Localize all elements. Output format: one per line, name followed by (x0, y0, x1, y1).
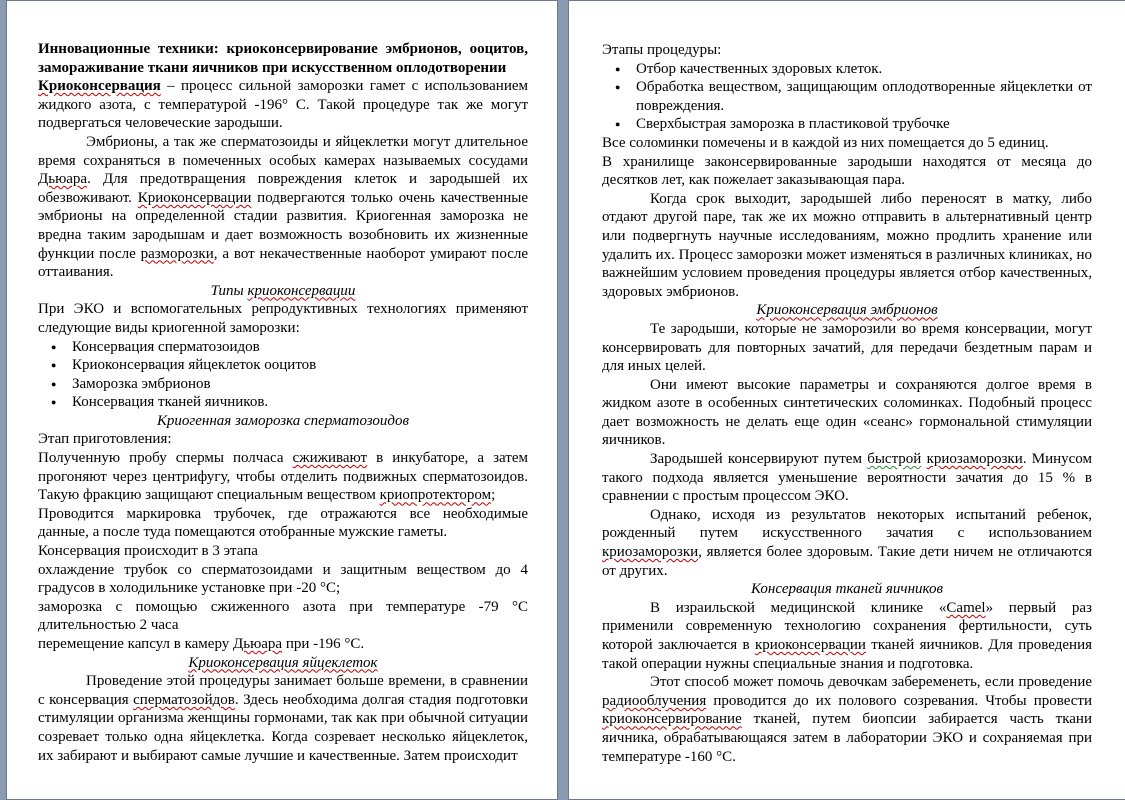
intro-text: – процесс сильной заморозки гамет с использованием жидкого азота, с температурой -196° С. Такой процедуре так же могут подвергаться человеческие зародыши. (38, 78, 528, 132)
p2-text-d: , а вот некачественные наоборот умирают после оттаивания. (38, 245, 528, 281)
heading-ovary: Консервация тканей яичников (751, 581, 943, 598)
embryo-paragraph-3 (602, 450, 1092, 506)
intro-paragraph (38, 77, 528, 133)
embryo-paragraph-4 (602, 506, 1092, 580)
heading-embryo (602, 301, 1092, 320)
types-list (38, 338, 528, 412)
list-item: ● Заморозка эмбрионов (72, 375, 528, 394)
oocyte-c: . Здесь необходима долгая стадия подготовки стимуляции организма женщины гормонами, так как при обычной ситуации созревает только одна яйцеклетка. Когда созревает несколько яйцеклеток, их забирают и выбирают самые лучшие и качественные. Затем происходит (38, 691, 528, 764)
document-title: Инновационные техники: криоконсервирование эмбрионов, ооцитов, замораживание ткани яичников при искусственном оплодотворении (38, 41, 528, 76)
prep-label: Этап приготовления: (38, 431, 172, 448)
ov-1c: » первый раз применили современную технологию сохранения фертильности, суть которой заключается в (602, 599, 1092, 653)
ov-2c: проводится до их полового созревания. Чтобы провести (706, 692, 1092, 709)
prep-paragraph-2: Проводится маркировка трубочек, где отражаются все необходимые данные, а после туда помещаются отобранные мужские гаметы. (38, 505, 528, 541)
heading-types-b: криоконсервации (247, 282, 356, 299)
heading-oocyte (38, 654, 528, 673)
heading-sperm: Криогенная заморозка сперматозоидов (156, 412, 410, 429)
prep-1d: криопротектором (379, 487, 492, 504)
stage-3c: при -196 °С. (282, 636, 365, 652)
steps-list (602, 60, 1092, 134)
ovary-paragraph-2 (602, 673, 1092, 766)
types-intro: При ЭКО и вспомогательных репродуктивных технологиях применяют следующие виды криогенной заморозки: (38, 301, 528, 336)
ov-2b: радиооблучения (602, 692, 707, 709)
prep-1b: сжиживают (292, 450, 368, 467)
ov-1d: криоконсервации (754, 637, 866, 653)
oocyte-a: Проведение этой процедуры занимает больше времени, в сравнении с консервация (38, 673, 528, 708)
emb-3d: криозаморозки (926, 451, 1023, 468)
p2-krio: Криоконсервации (137, 189, 252, 206)
storage-paragraph: В хранилище законсервированные зародыши находятся от месяца до десятков лет, как пожелает заказывающая пара. (602, 153, 1092, 189)
list-item: ● Отбор качественных здоровых клеток. (636, 60, 1092, 79)
emb-3b: быстрой (867, 451, 922, 468)
heading-types-a: Типы (210, 282, 248, 299)
straws-paragraph: Все соломинки помечены и в каждой из них помещается до 5 единиц. (602, 134, 1049, 151)
ov-1b: Camel (946, 599, 986, 616)
paragraph-embryos (38, 133, 528, 282)
list-item: ● Консервация тканей яичников. (72, 393, 528, 412)
emb-3e: . Минусом такого подхода является уменьшение вероятности зачатия до 15 % в сравнении с простым процессом ЭКО. (602, 451, 1092, 505)
page-left-content (38, 40, 528, 765)
oocyte-b: сперматозойдов (133, 691, 235, 708)
prep-1e: ; (491, 487, 496, 504)
list-item: ● Криоконсервация яйцеклеток ооцитов (72, 356, 528, 375)
p2-text-a: Эмбрионы, а так же сперматозоиды и яйцеклетки могут длительное время сохраняться в помеченных особых камерах называемых сосудами (38, 133, 528, 169)
emb-3a: Зародышей консервируют путем (650, 451, 868, 468)
emb-4b: криозаморозки (602, 544, 699, 561)
embryo-paragraph-2: Они имеют высокие параметры и сохраняются долгое время в жидком азоте в особенных синтетических соломинках. Подобный процесс дает возможность не делать еще один «сеанс» гормональной стимуляции яичников. (602, 376, 1092, 449)
list-item: ● Консервация сперматозоидов (72, 338, 528, 357)
stage-1: охлаждение трубок со сперматозоидами и защитным веществом до 4 градусов в холодильнике установке при -20 °С; (38, 561, 528, 597)
heading-embryo-text: Криоконсервация эмбрионов (756, 302, 938, 319)
emb-4a: Однако, исходя из результатов некоторых испытаний ребенок, рожденный путем искусственного зачатия с использованием (602, 506, 1092, 542)
list-item: ● Сверхбыстрая заморозка в пластиковой трубочке (636, 115, 1092, 134)
term-paragraph: Когда срок выходит, зародышей либо переносят в матку, либо отдают другой паре, так же их можно отправить в альтернативный центр или подвергнуть научные исследованиям, можно продлить хранение или удалить их. Процесс заморозки может изменяться в различных клиниках, но важнейшим условием проведения процедуры является отбор качественных, здоровых эмбрионов. (602, 190, 1092, 300)
prep-paragraph-1 (38, 449, 528, 505)
ov-1e: тканей яичников. Для проведения такой операции нужны специальные знания и подготовка. (602, 637, 1092, 672)
prep-1a: Полученную пробу спермы полчаса (38, 450, 293, 467)
prep-1c: в инкубаторе, а затем прогоняют через центрифугу, чтобы отделить подвижных сперматозоидов. Такую фракцию защищают специальным веществом (38, 450, 528, 504)
stage-3 (38, 635, 528, 654)
embryo-paragraph-1: Те зародыши, которые не заморозили во время консервации, могут консервировать для повторных зачатий, для передачи бездетным парам и для иных целей. (602, 320, 1092, 375)
ov-2a: Этот способ может помочь девочкам забеременеть, если проведение (650, 674, 1092, 691)
stage-3b: Дьюара (233, 636, 283, 652)
paragraph-oocyte (38, 672, 528, 765)
document-page-right (568, 0, 1125, 800)
stage-3a: перемещение капсул в камеру (38, 636, 233, 652)
p2-dewar: Дьюара (38, 171, 88, 188)
p2-text-c: подвергаются только очень качественные эмбрионы на определенной стадии развития. Криогенная заморозка не вредна таким зародышам и дает возможность возобновить их жизненные функции после (38, 189, 528, 262)
emb-4c: , является более здоровым. Такие дети ничем не отличаются от других. (602, 544, 1092, 579)
stage-2: заморозка с помощью сжиженного азота при температуре -79 °С длительностью 2 часа (38, 598, 528, 634)
document-page-left (6, 0, 558, 800)
heading-oocyte-text: Криоконсервация яйцеклеток (188, 654, 378, 671)
p2-text-b: . Для предотвращения повреждения клеток и зародышей их обезвоживают. (38, 171, 528, 206)
page-right-content (602, 41, 1092, 766)
ov-2e: тканей, путем биопсии забирается часть ткани яичника, обрабатывающаяся затем в лаборатории ЭКО и сохраняемая при температуре -160 °С. (602, 711, 1092, 765)
ovary-paragraph-1 (602, 599, 1092, 673)
ov-2d: криоконсервирование (602, 711, 742, 728)
steps-label: Этапы процедуры: (602, 42, 722, 58)
p2-razm: разморозки (140, 245, 214, 262)
ov-1a: В израильской медицинской клинике « (650, 599, 947, 616)
list-item: ● Обработка веществом, защищающим оплодотворенные яйцеклетки от повреждения. (636, 78, 1092, 115)
intro-term: Криоконсервация (38, 78, 161, 95)
heading-types (38, 282, 528, 301)
stages-label: Консервация происходит в 3 этапа (38, 543, 258, 560)
